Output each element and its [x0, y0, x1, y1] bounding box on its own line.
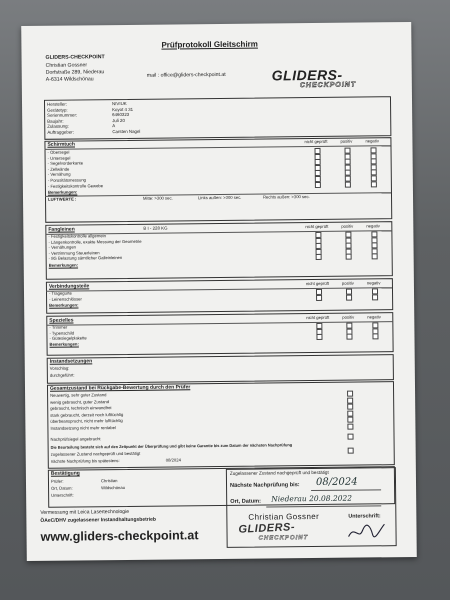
column-header: negativ [365, 138, 379, 144]
gesamtzustand-option: stark gebraucht, derzeit noch lufttüchtig [50, 411, 124, 418]
fangleinen-row-label: - Vernähungen [48, 244, 77, 250]
info-label: Hersteller: [47, 101, 68, 107]
fangleinen-title: Fangleinen [48, 226, 75, 233]
unterschrift-label: Unterschrift: [51, 492, 74, 498]
fangleinen-value: B I - 228 KG [143, 225, 168, 231]
verbindung-checkbox-2 [372, 294, 378, 300]
info-value: Carsten Nagel [112, 128, 141, 135]
accepted-text: zugelassener Zustand nachgeprüft und bestätigt [50, 450, 141, 457]
instandsetzung-vorschlag: Vorschlag: [49, 365, 70, 371]
speziell-checkbox-2 [372, 334, 378, 340]
gesamtzustand-option: Neuwertig, sehr guter Zustand [50, 392, 107, 398]
mail-address: office@gliders-checkpoint.at [160, 71, 226, 79]
bestaetigung-title: Bestätigung [50, 470, 80, 477]
info-value: NIVIUK [112, 100, 127, 107]
inspection-form-sheet [21, 22, 417, 561]
speziell-row-label: - Gütesiegelplakette [49, 335, 87, 341]
company-logo: GLIDERS- CHECKPOINT [271, 66, 357, 90]
pruefer-label: Prüfer: [50, 478, 64, 484]
gesamtzustand-option: wenig gebraucht, guter Zustand [50, 398, 110, 405]
stamp-name: Christian Gossner [248, 511, 320, 522]
stamp-header: Zugelassener Zustand nachgeprüft und bestätigt [229, 469, 329, 476]
schirmtuch-checkbox-0 [315, 182, 321, 188]
info-label: Gerätetyp: [47, 107, 68, 113]
gesamtzustand-checkbox [347, 424, 353, 430]
stamp-ort-value: Niederau 20.08.2022 [271, 493, 353, 504]
info-value: Koyot 4 31 [112, 106, 134, 112]
column-header: nicht geprüft [304, 138, 328, 145]
gesamtzustand-option: Instandsetzung nicht mehr rentabel [50, 425, 116, 431]
plate-checkbox [347, 434, 353, 440]
mail-label: mail : [146, 72, 160, 79]
air-values-label: LUFTWERTE : [48, 196, 77, 202]
verbindung-checkbox-0 [316, 295, 322, 301]
footer-vermessung: Vermessung mit Leica Lasertechnologie [40, 508, 130, 516]
schirmtuch-remarks: Bemerkungen: [47, 189, 78, 195]
column-header: negativ [367, 314, 381, 320]
schirmtuch-section [44, 137, 392, 223]
instandsetzung-durchgefuehrt: durchgeführt: [49, 372, 75, 378]
info-value: A [112, 123, 116, 129]
schirmtuch-row-label: - Festigkeitskontrolle Gewebe [47, 182, 104, 189]
gesamtzustand-option: gebraucht, technisch einwandfrei [50, 405, 112, 411]
schirmtuch-checkbox-1 [345, 181, 351, 187]
info-value: 6460323 [112, 112, 130, 118]
schirmtuch-checkbox-2 [371, 181, 377, 187]
glider-info-box [44, 96, 391, 140]
speziell-checkbox-1 [346, 334, 352, 340]
schirmtuch-row-label: - Porositätsmessung [47, 177, 87, 183]
schirmtuch-row-label: - Untersegel [47, 155, 71, 161]
signature-scribble [346, 520, 386, 542]
speziell-checkbox-0 [316, 334, 322, 340]
info-label: Baujahr: [47, 118, 64, 124]
spezielles-remarks: Bemerkungen: [49, 341, 79, 348]
instandsetzung-title: Instandsetzungen [49, 358, 93, 365]
company-city: A-6314 Wildschönau [45, 76, 94, 83]
stamp-next-value: 08/2024 [315, 476, 358, 488]
verbindung-checkbox-1 [346, 294, 352, 300]
verbindung-remarks: Bemerkungen: [49, 302, 79, 308]
stamp-ort-label: Ort, Datum: [230, 498, 261, 505]
schirmtuch-title: Schirmtuch [47, 141, 75, 148]
schirmtuch-row-label: - Obersegel [47, 149, 70, 155]
gesamtzustand-option: überbeansprucht, nicht mehr lufttüchtig [50, 418, 123, 425]
next-check-date: 08/2024 [165, 457, 181, 463]
verbindung-row-label: - Tragegurte [48, 290, 72, 296]
column-header: nicht geprüft [306, 314, 330, 321]
gesamtzustand-checkbox [347, 417, 353, 423]
stamp-logo-bottom: CHECKPOINT [258, 535, 309, 542]
fangleinen-row-label: - Festigkeitskontrolle allgemein [48, 233, 106, 239]
verbindung-title: Verbindungsteile [48, 283, 90, 290]
spezielles-title: Spezielles [49, 317, 74, 324]
pruefer-value: Christian [100, 478, 118, 484]
footer-website: www.gliders-checkpoint.at [40, 528, 199, 544]
instandsetzung-section [47, 354, 394, 384]
gesamtzustand-checkbox [347, 404, 353, 410]
verbindung-row-label: - Leinenschlösser [49, 296, 82, 302]
disclaimer-text: Die Beurteilung besteht sich auf den Zeitpunkt der Überprüfung und gibt keine Garantie bis zum Datum der nächsten Nachprüfung [50, 442, 293, 450]
column-header: negativ [366, 223, 380, 229]
fangleinen-checkbox-2 [372, 254, 378, 260]
info-label: Zulassung: [47, 123, 69, 130]
info-label: Seriennummer: [47, 112, 78, 118]
info-label: Auftraggeber: [47, 129, 74, 135]
ort-value: Wildschönau [101, 484, 126, 491]
next-check-label: nächste Nachprüfung bis spätestens: [50, 458, 120, 464]
fangleinen-checkbox-1 [346, 254, 352, 260]
column-header: negativ [366, 280, 381, 286]
fangleinen-row-label: - Vertrimmung Steuerleinen [48, 250, 100, 256]
stamp-logo-top: GLIDERS- [238, 521, 296, 536]
fangleinen-row-label: - Längenkontrolle, exakte Messung der Geometrie [48, 238, 142, 245]
column-header: positiv [341, 223, 354, 229]
footer-zulassung: ÖAeC/DHV zugelassener Instandhaltungsbetrieb [40, 516, 157, 524]
speziell-row-label: - Trimmer [49, 324, 68, 330]
stamp-next-label: Nächste Nachprüfung bis: [230, 482, 300, 489]
plate-label: Nachprüfsiegel angebracht [50, 436, 101, 442]
gesamtzustand-checkbox [347, 391, 353, 397]
fangleinen-checkbox-0 [316, 254, 322, 260]
gesamtzustand-checkbox [347, 410, 353, 416]
schirmtuch-row-label: - Zellwände [47, 166, 70, 172]
schirmtuch-row-label: - Vernähung [47, 171, 71, 178]
column-header: positiv [342, 314, 355, 320]
info-value: Juli 20 [112, 117, 125, 123]
gesamtzustand-checkbox [347, 397, 353, 403]
company-street: Dorfstraße 289, Niederau [45, 69, 105, 76]
gesamtzustand-title: Gesamtzustand bei Rückgabe-Bewertung durch den Prüfer [49, 384, 191, 392]
column-header: positiv [340, 138, 353, 144]
fangleinen-row-label: - 8G Belastung sämtlicher Galleinleinen [48, 255, 123, 262]
form-title: Prüfprotokoll Gleitschirm [161, 39, 258, 50]
speziell-row-label: - Typenschild [49, 330, 75, 336]
accepted-checkbox [348, 448, 354, 454]
schirmtuch-row-label: - Segelvorderkante [47, 160, 84, 166]
air-value-left: Links außen: >300 sec. [197, 194, 242, 201]
air-value-right: Rechts außen: >300 sec. [262, 194, 310, 200]
stamp-sign-label: Unterschrift: [348, 513, 381, 520]
mail-line [147, 73, 226, 79]
company-owner: Christian Gossner [45, 62, 88, 69]
fangleinen-remarks: Bemerkungen: [48, 261, 79, 268]
company-name: GLIDERS-CHECKPOINT [45, 54, 105, 61]
column-header: nicht geprüft [305, 280, 329, 287]
column-header: positiv [341, 280, 354, 286]
air-value-mid: Mitte: >300 sec. [142, 195, 173, 201]
ort-label: Ort, Datum: [51, 485, 73, 491]
column-header: nicht geprüft [305, 223, 329, 230]
